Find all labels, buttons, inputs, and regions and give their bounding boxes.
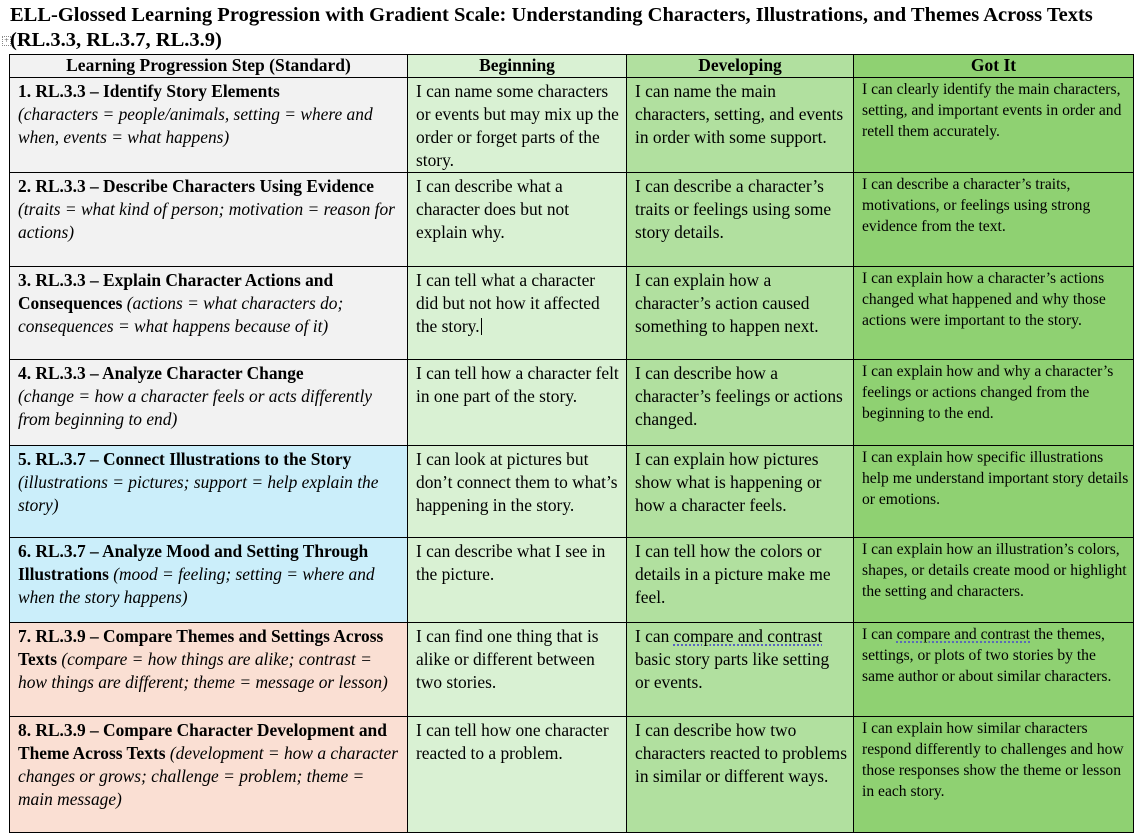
table-row — [10, 623, 1134, 717]
got-it-cell[interactable]: I can describe a character’s traits, motivations, or feelings using strong evidence from the text. — [854, 173, 1134, 267]
table-row — [10, 446, 1134, 538]
table-row — [10, 267, 1134, 360]
header-step: Learning Progression Step (Standard) — [10, 55, 408, 78]
header-got-it: Got It — [854, 55, 1134, 78]
step-cell[interactable]: 3. RL.3.3 – Explain Character Actions and Consequences (actions = what characters do; consequences = what happens because of it) — [10, 267, 408, 360]
table-row — [10, 173, 1134, 267]
text-cursor — [481, 318, 482, 335]
step-cell[interactable]: 2. RL.3.3 – Describe Characters Using Evidence (traits = what kind of person; motivation = reason for actions) — [10, 173, 408, 267]
developing-cell[interactable]: I can describe a character’s traits or feelings using some story details. — [627, 173, 854, 267]
beginning-cell[interactable]: I can look at pictures but don’t connect them to what’s happening in the story. — [408, 446, 627, 538]
got-it-cell[interactable]: I can explain how specific illustrations help me understand important story details or emotions. — [854, 446, 1134, 538]
step-cell[interactable]: 6. RL.3.7 – Analyze Mood and Setting Through Illustrations (mood = feeling; setting = where and when the story happens) — [10, 538, 408, 623]
step-cell[interactable]: 1. RL.3.3 – Identify Story Elements (characters = people/animals, setting = where and when, events = what happens) — [10, 78, 408, 173]
developing-cell[interactable]: I can describe how a character’s feelings or actions changed. — [627, 360, 854, 446]
beginning-cell[interactable]: I can describe what a character does but not explain why. — [408, 173, 627, 267]
developing-cell[interactable]: I can describe how two characters reacted to problems in similar or different ways. — [627, 717, 854, 833]
step-cell[interactable]: 4. RL.3.3 – Analyze Character Change (change = how a character feels or acts differently from beginning to end) — [10, 360, 408, 446]
beginning-cell[interactable]: I can find one thing that is alike or different between two stories. — [408, 623, 627, 717]
step-cell[interactable]: 7. RL.3.9 – Compare Themes and Settings Across Texts (compare = how things are alike; contrast = how things are different; theme = message or lesson) — [10, 623, 408, 717]
header-developing: Developing — [627, 55, 854, 78]
header-beginning: Beginning — [408, 55, 627, 78]
beginning-cell[interactable]: I can tell how a character felt in one part of the story. — [408, 360, 627, 446]
step-cell[interactable]: 8. RL.3.9 – Compare Character Development and Theme Across Texts (development = how a character changes or grows; challenge = problem; theme = main message) — [10, 717, 408, 833]
beginning-cell[interactable]: I can tell what a character did but not how it affected the story. — [408, 267, 627, 360]
got-it-cell[interactable]: I can explain how similar characters respond differently to challenges and how those responses show the theme or lesson in each story. — [854, 717, 1134, 833]
got-it-cell[interactable]: I can explain how an illustration’s colors, shapes, or details create mood or highlight the setting and characters. — [854, 538, 1134, 623]
table-row — [10, 717, 1134, 833]
got-it-cell[interactable]: I can clearly identify the main characters, setting, and important events in order and retell them accurately. — [854, 78, 1134, 173]
header-row — [10, 55, 1134, 78]
got-it-cell[interactable]: I can explain how a character’s actions changed what happened and why those actions were important to the story. — [854, 267, 1134, 360]
beginning-cell[interactable]: I can tell how one character reacted to a problem. — [408, 717, 627, 833]
table-row — [10, 78, 1134, 173]
document-title: ELL-Glossed Learning Progression with Gradient Scale: Understanding Characters, Illustrations, and Themes Across Texts (RL.3.3, RL.3.7, RL.3.9) — [10, 4, 1093, 51]
learning-progression-table — [9, 54, 1134, 833]
got-it-cell[interactable]: I can explain how and why a character’s feelings or actions changed from the beginning to the end. — [854, 360, 1134, 446]
got-it-cell[interactable]: I can compare and contrast the themes, settings, or plots of two stories by the same author or about similar characters. — [854, 623, 1134, 717]
grammar-underline[interactable]: compare and contrast — [896, 626, 1030, 643]
table-row — [10, 538, 1134, 623]
developing-cell[interactable]: I can explain how a character’s action caused something to happen next. — [627, 267, 854, 360]
beginning-cell[interactable]: I can describe what I see in the picture. — [408, 538, 627, 623]
developing-cell[interactable]: I can compare and contrast basic story parts like setting or events. — [627, 623, 854, 717]
table-move-handle-icon[interactable]: + — [3, 37, 10, 44]
developing-cell[interactable]: I can explain how pictures show what is happening or how a character feels. — [627, 446, 854, 538]
developing-cell[interactable]: I can tell how the colors or details in a picture make me feel. — [627, 538, 854, 623]
beginning-cell[interactable]: I can name some characters or events but may mix up the order or forget parts of the story. — [408, 78, 627, 173]
table-row — [10, 360, 1134, 446]
step-cell[interactable]: 5. RL.3.7 – Connect Illustrations to the Story (illustrations = pictures; support = help explain the story) — [10, 446, 408, 538]
developing-cell[interactable]: I can name the main characters, setting, and events in order with some support. — [627, 78, 854, 173]
grammar-underline[interactable]: compare and contrast — [673, 626, 823, 646]
